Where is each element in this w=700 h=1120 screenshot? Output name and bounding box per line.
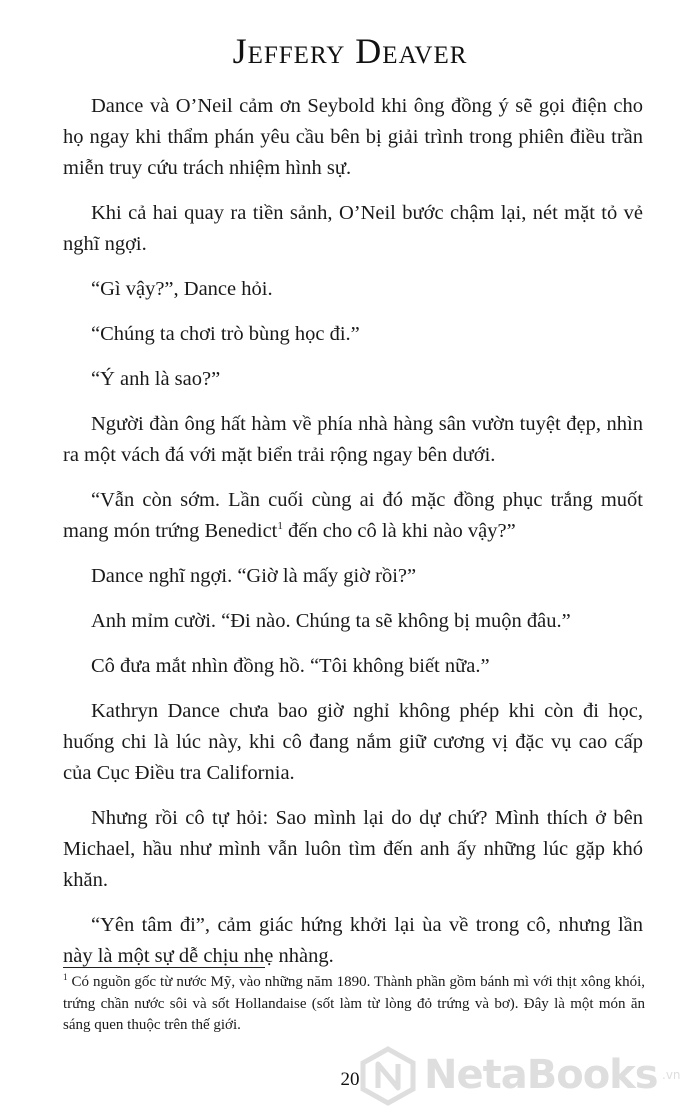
paragraph-with-footnote-ref: [63, 485, 643, 547]
paragraph: “Gì vậy?”, Dance hỏi.: [91, 278, 273, 300]
paragraph: Dance nghĩ ngợi. “Giờ là mấy giờ rồi?”: [91, 565, 417, 587]
footnote-reference: 1: [277, 520, 283, 533]
paragraph: “Chúng ta chơi trò bùng học đi.”: [91, 323, 360, 345]
paragraph: Anh mỉm cười. “Đi nào. Chúng ta sẽ không bị muộn đâu.”: [91, 610, 571, 632]
footnote-mark: 1: [63, 972, 68, 982]
paragraph: Kathryn Dance chưa bao giờ nghỉ không phép khi còn đi học, huống chi là lúc này, khi cô đang nắm giữ cương vị đặc vụ cao cấp của Cục Điều tra California.: [63, 700, 643, 784]
page-number: 20: [340, 1069, 360, 1090]
watermark-brand: NetaBooks: [424, 1052, 658, 1098]
watermark-domain: .vn: [662, 1068, 681, 1082]
paragraph: Người đàn ông hất hàm về phía nhà hàng sân vườn tuyệt đẹp, nhìn ra một vách đá với mặt biển trải rộng ngay bên dưới.: [63, 413, 643, 466]
paragraph: “Yên tâm đi”, cảm giác hứng khởi lại ùa về trong cô, nhưng lần này là một sự dễ chịu nhẹ nhàng.: [63, 914, 643, 967]
paragraph-text: đến cho cô là khi nào vậy?”: [282, 520, 516, 542]
footnote-text: Có nguồn gốc từ nước Mỹ, vào những năm 1890. Thành phần gồm bánh mì với thịt xông khói, trứng chần nước sôi và sốt Hollandaise (sốt làm từ lòng đỏ trứng và bơ). Đây là một món ăn sáng quen thuộc trên thế giới.: [63, 974, 645, 1033]
netabooks-logo-icon: [358, 1046, 418, 1106]
paragraph-text: “Vẫn còn sớm. Lần cuối cùng ai đó mặc đồng phục trắng muốt mang món trứng Benedict: [63, 489, 643, 542]
paragraph: Khi cả hai quay ra tiền sảnh, O’Neil bước chậm lại, nét mặt tỏ vẻ nghĩ ngợi.: [63, 202, 643, 255]
paragraph: Dance và O’Neil cảm ơn Seybold khi ông đồng ý sẽ gọi điện cho họ ngay khi thẩm phán yêu cầu bên bị giải trình trong phiên điều trần miễn truy cứu trách nhiệm hình sự.: [63, 95, 643, 179]
paragraph: Cô đưa mắt nhìn đồng hồ. “Tôi không biết nữa.”: [91, 655, 490, 677]
running-header: Jeffery Deaver: [232, 31, 468, 71]
body-text: [63, 91, 643, 986]
footnote-divider: [63, 967, 265, 968]
paragraph: Nhưng rồi cô tự hỏi: Sao mình lại do dự chứ? Mình thích ở bên Michael, hầu như mình vẫn luôn tìm đến anh ấy những lúc gặp khó khăn.: [63, 807, 643, 891]
footnote: [63, 972, 645, 1037]
paragraph: “Ý anh là sao?”: [91, 368, 221, 390]
watermark: [358, 1046, 688, 1106]
